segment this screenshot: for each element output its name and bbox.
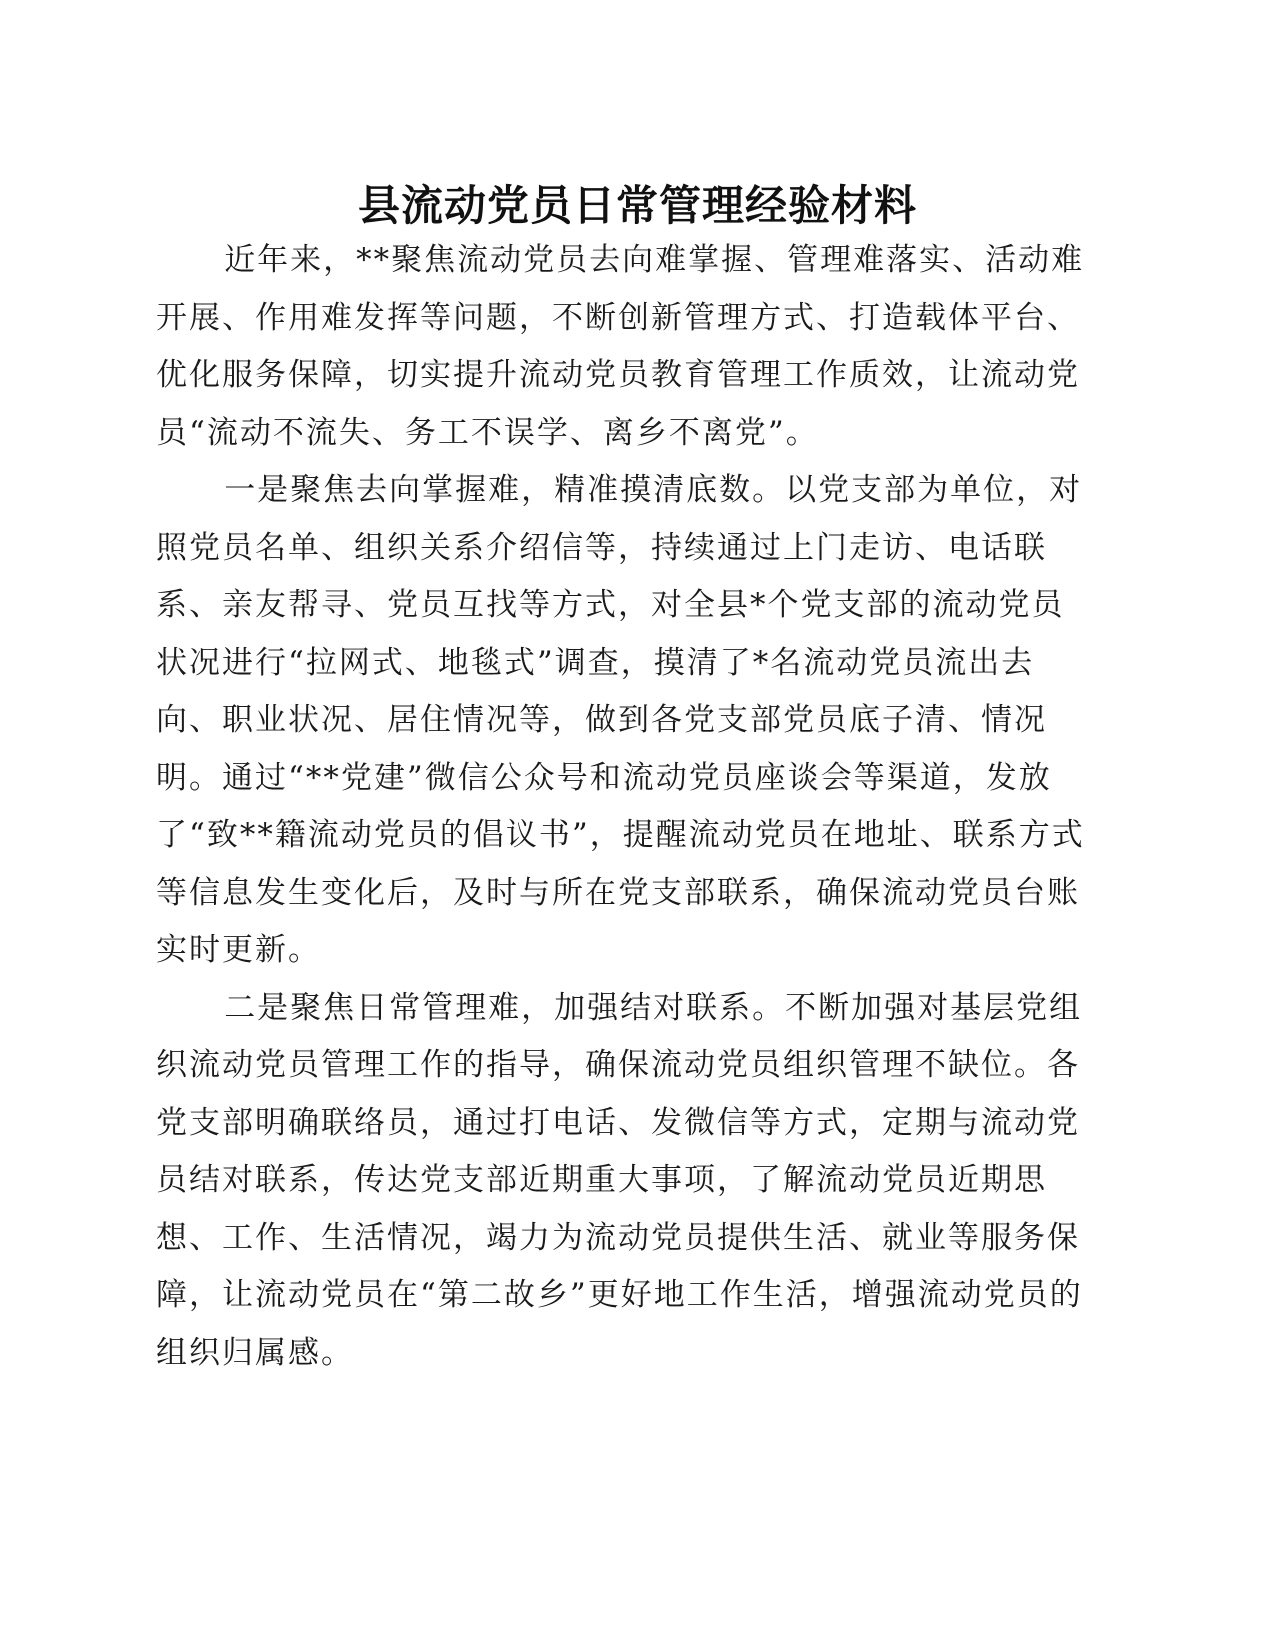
document-body	[156, 232, 1096, 1382]
paragraph-intro: 近年来，**聚焦流动党员去向难掌握、管理难落实、活动难开展、作用难发挥等问题，不断创新管理方式、打造载体平台、优化服务保障，切实提升流动党员教育管理工作质效，让流动党员“流动不流失、务工不误学、离乡不离党”。	[156, 242, 1085, 451]
paragraph-section-one: 一是聚焦去向掌握难，精准摸清底数。以党支部为单位，对照党员名单、组织关系介绍信等，持续通过上门走访、电话联系、亲友帮寻、党员互找等方式，对全县*个党支部的流动党员状况进行“拉网式、地毯式”调查，摸清了*名流动党员流出去向、职业状况、居住情况等，做到各党支部党员底子清、情况明。通过“**党建”微信公众号和流动党员座谈会等渠道，发放了“致**籍流动党员的倡议书”，提醒流动党员在地址、联系方式等信息发生变化后，及时与所在党支部联系，确保流动党员台账实时更新。	[156, 472, 1085, 968]
document-title: 县流动党员日常管理经验材料	[357, 181, 917, 230]
paragraph-section-two: 二是聚焦日常管理难，加强结对联系。不断加强对基层党组织流动党员管理工作的指导，确保流动党员组织管理不缺位。各党支部明确联络员，通过打电话、发微信等方式，定期与流动党员结对联系，传达党支部近期重大事项，了解流动党员近期思想、工作、生活情况，竭力为流动党员提供生活、就业等服务保障，让流动党员在“第二故乡”更好地工作生活，增强流动党员的组织归属感。	[156, 989, 1083, 1371]
